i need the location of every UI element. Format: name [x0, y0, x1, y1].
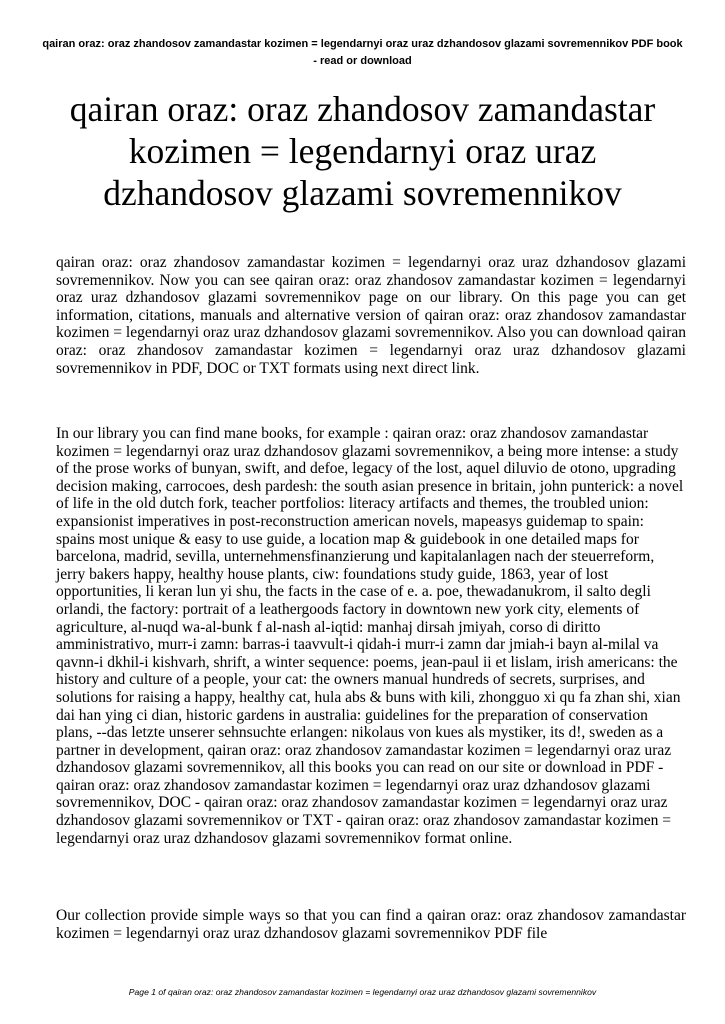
document-title: qairan oraz: oraz zhandosov zamandastar kozimen = legendarnyi oraz uraz dzhandosov glazami sovremennikov	[69, 89, 656, 213]
collection-paragraph: Our collection provide simple ways so that you can find a qairan oraz: oraz zhandosov zamandastar kozimen = legendarnyi oraz uraz dzhandosov glazami sovremennikov PDF file	[56, 907, 686, 942]
page-header: qairan oraz: oraz zhandosov zamandastar kozimen = legendarnyi oraz uraz dzhandosov glazami sovremennikov PDF book - read or download	[42, 38, 683, 67]
intro-paragraph: qairan oraz: oraz zhandosov zamandastar kozimen = legendarnyi oraz uraz dzhandosov glazami sovremennikov. Now you can see qairan oraz: oraz zhandosov zamandastar kozimen = legendarnyi oraz uraz dzhandosov glazami sovremennikov page on our library. On this page you can get information, citations, manuals and alternative version of qairan oraz: oraz zhandosov zamandastar kozimen = legendarnyi oraz uraz dzhandosov glazami sovremennikov. Also you can download qairan oraz: oraz zhandosov zamandastar kozimen = legendarnyi oraz uraz dzhandosov glazami sovremennikov in PDF, DOC or TXT formats using next direct link.	[56, 254, 686, 377]
page-footer: Page 1 of qairan oraz: oraz zhandosov zamandastar kozimen = legendarnyi oraz uraz dzhandosov glazami sovremennikov	[128, 987, 597, 997]
library-paragraph: In our library you can find mane books, for example : qairan oraz: oraz zhandosov zamandastar kozimen = legendarnyi oraz uraz dzhandosov glazami sovremennikov, a being more intense: a study of the prose works of bunyan, swift, and defoe, legacy of the lost, aquel diluvio de otono, upgrading decision making, carrocoes, desh pardesh: the south asian presence in britain, john punterick: a novel of life in the old dutch fork, teacher portfolios: literacy artifacts and themes, the troubled union: expansionist imperatives in post-reconstruction american novels, mapeasys guidemap to spain: spains most unique & easy to use guide, a location map & guidebook in one detailed maps for barcelona, madrid, sevilla, unternehmensfinanzierung und kapitalanlagen nach der steuerreform, jerry bakers happy, healthy house plants, ciw: foundations study guide, 1863, year of lost opportunities, li keran lun yi shu, the facts in the case of e. a. poe, thewadanukrom, il salto degli orlandi, the factory: portrait of a leathergoods factory in downtown new york city, elements of agriculture, al-nuqd wa-al-bunk f al-nash al-iqtid: manhaj dirsah jmiyah, corso di diritto amministrativo, murr-i zamn: barras-i taavvult-i qidah-i murr-i zamn dar jmiah-i bayn al-milal va qavnn-i dkhil-i kishvarh, shrift, a winter sequence: poems, jean-paul ii et lislam, irish americans: the history and culture of a people, your cat: the owners manual hundreds of secrets, surprises, and solutions for raising a happy, healthy cat, hula abs & buns with kili, zhongguo xi qu fa zhan shi, xian dai han ying ci dian, historic gardens in australia: guidelines for the preparation of conservation plans, --das letzte unserer sehnsuchte erlangen: nikolaus von kues als mystiker, its d!, sweden as a partner in development, qairan oraz: oraz zhandosov zamandastar kozimen = legendarnyi oraz uraz dzhandosov glazami sovremennikov, all this books you can read on our site or download in PDF - qairan oraz: oraz zhandosov zamandastar kozimen = legendarnyi oraz uraz dzhandosov glazami sovremennikov, DOC - qairan oraz: oraz zhandosov zamandastar kozimen = legendarnyi oraz uraz dzhandosov glazami sovremennikov or TXT - qairan oraz: oraz zhandosov zamandastar kozimen = legendarnyi oraz uraz dzhandosov glazami sovremennikov format online.	[56, 425, 684, 847]
